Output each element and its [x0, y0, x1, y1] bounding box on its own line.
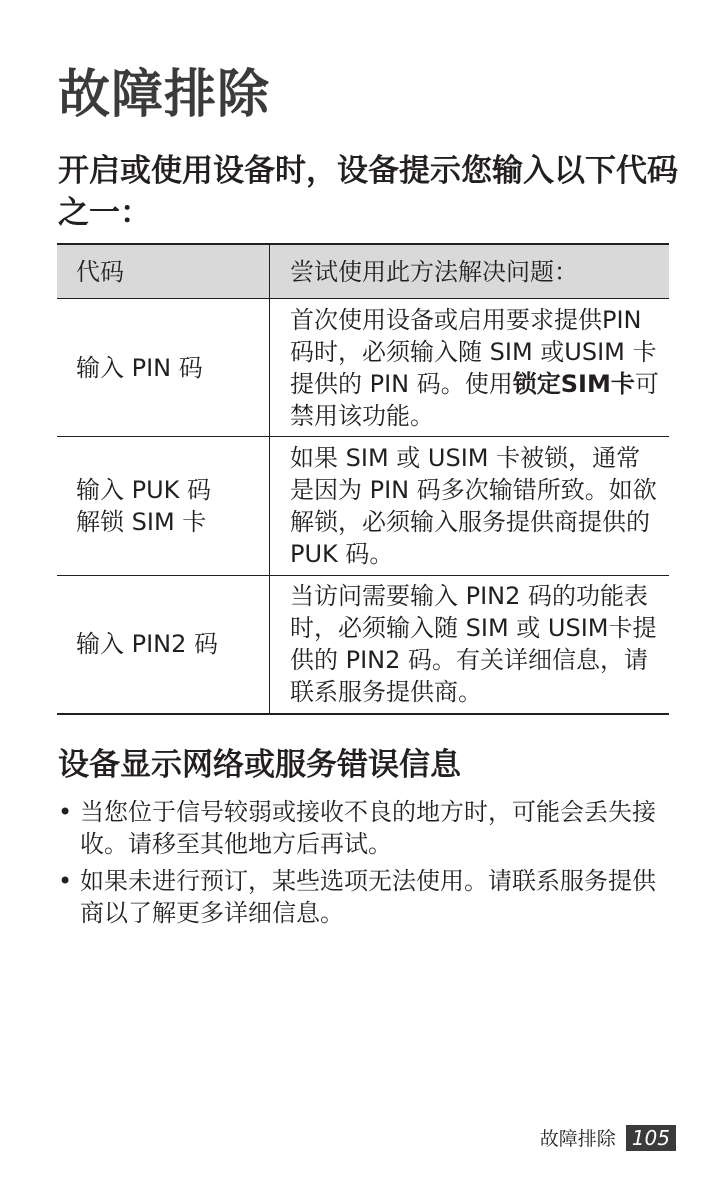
table-row [57, 576, 669, 714]
table-row [57, 437, 669, 576]
table-row [57, 299, 669, 437]
code-line: 解锁 SIM 卡 [76, 508, 207, 536]
code-line: 输入 PUK 码 [76, 476, 212, 504]
solution-text-tail: 可禁用该功能。 [290, 369, 659, 430]
page-number: 105 [626, 1125, 676, 1151]
column-header-solution: 尝试使用此方法解决问题： [270, 244, 670, 299]
list-item [58, 865, 670, 929]
code-cell: 输入 PIN 码 [57, 299, 270, 437]
bullet-icon: • [58, 798, 73, 826]
bullet-list [58, 796, 670, 934]
section-heading-code-prompt: 开启或使用设备时，设备提示您输入以下代码之一： [58, 153, 678, 231]
code-cell [57, 437, 270, 576]
list-item-text: 如果未进行预订，某些选项无法使用。请联系服务提供商以了解更多详细信息。 [80, 867, 656, 927]
list-item [58, 796, 670, 860]
solution-bold-term: 锁定SIM卡 [512, 369, 635, 398]
solution-text: 首次使用设备或启用要求提供PIN 码时，必须输入随 SIM 或USIM 卡提供的 PIN 码。使用 [290, 305, 657, 398]
code-table [57, 243, 669, 715]
section-heading-network-error: 设备显示网络或服务错误信息 [58, 747, 461, 783]
column-header-code: 代码 [57, 244, 270, 299]
page-footer [540, 1124, 676, 1151]
table-header-row [57, 244, 669, 299]
list-item-text: 当您位于信号较弱或接收不良的地方时，可能会丢失接收。请移至其他地方后再试。 [80, 798, 656, 858]
solution-cell: 当访问需要输入 PIN2 码的功能表时，必须输入随 SIM 或 USIM卡提供的 PIN2 码。有关详细信息，请联系服务提供商。 [270, 576, 670, 714]
solution-cell [270, 299, 670, 437]
footer-section-label: 故障排除 [539, 1128, 616, 1150]
solution-cell: 如果 SIM 或 USIM 卡被锁，通常是因为 PIN 码多次输错所致。如欲解锁，必须输入服务提供商提供的 PUK 码。 [270, 437, 670, 576]
bullet-icon: • [58, 867, 73, 895]
code-cell: 输入 PIN2 码 [57, 576, 270, 714]
page-title: 故障排除 [58, 65, 271, 125]
